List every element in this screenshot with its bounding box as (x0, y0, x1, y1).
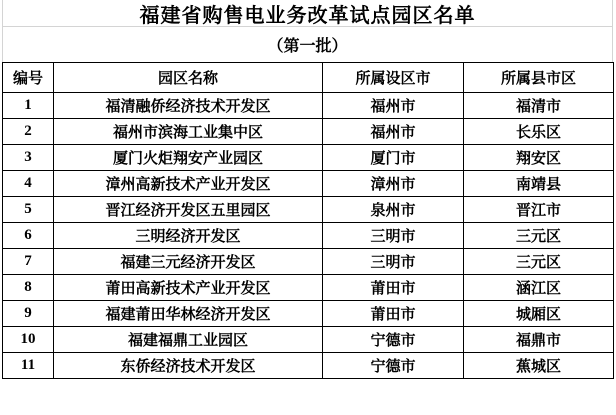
city-cell: 莆田市 (323, 275, 464, 301)
table-row (3, 223, 614, 249)
county-cell: 蕉城区 (464, 353, 614, 379)
park-name-cell: 晋江经济开发区五里园区 (54, 197, 323, 223)
table-row (3, 275, 614, 301)
city-cell: 宁德市 (323, 327, 464, 353)
table-row (3, 93, 614, 119)
park-name-cell: 三明经济开发区 (54, 223, 323, 249)
county-cell: 晋江市 (464, 197, 614, 223)
table-row (3, 171, 614, 197)
city-cell: 莆田市 (323, 301, 464, 327)
table-body (3, 93, 614, 379)
park-name-cell: 厦门火炬翔安产业园区 (54, 145, 323, 171)
county-cell: 涵江区 (464, 275, 614, 301)
park-name-cell: 福建福鼎工业园区 (54, 327, 323, 353)
page-subtitle: （第一批） (267, 38, 348, 55)
table-row (3, 353, 614, 379)
city-cell: 宁德市 (323, 353, 464, 379)
row-number-cell: 5 (3, 197, 54, 223)
park-name-cell: 福清融侨经济技术开发区 (54, 93, 323, 119)
city-cell: 泉州市 (323, 197, 464, 223)
table-row (3, 249, 614, 275)
table-row (3, 119, 614, 145)
row-number-cell: 7 (3, 249, 54, 275)
city-cell: 福州市 (323, 93, 464, 119)
county-cell: 三元区 (464, 223, 614, 249)
title-block (2, 0, 613, 62)
table-row (3, 327, 614, 353)
table-row (3, 145, 614, 171)
column-header-park-name: 园区名称 (54, 63, 323, 93)
city-cell: 三明市 (323, 249, 464, 275)
column-header-county: 所属县市区 (464, 63, 614, 93)
park-name-cell: 莆田高新技术产业开发区 (54, 275, 323, 301)
table-header-row (3, 63, 614, 93)
city-cell: 厦门市 (323, 145, 464, 171)
row-number-cell: 11 (3, 353, 54, 379)
row-number-cell: 6 (3, 223, 54, 249)
county-cell: 翔安区 (464, 145, 614, 171)
row-number-cell: 10 (3, 327, 54, 353)
park-name-cell: 东侨经济技术开发区 (54, 353, 323, 379)
row-number-cell: 1 (3, 93, 54, 119)
row-number-cell: 4 (3, 171, 54, 197)
park-name-cell: 漳州高新技术产业开发区 (54, 171, 323, 197)
county-cell: 福鼎市 (464, 327, 614, 353)
county-cell: 福清市 (464, 93, 614, 119)
parks-table (2, 62, 614, 379)
park-name-cell: 福州市滨海工业集中区 (54, 119, 323, 145)
city-cell: 三明市 (323, 223, 464, 249)
row-number-cell: 9 (3, 301, 54, 327)
row-number-cell: 2 (3, 119, 54, 145)
park-name-cell: 福建莆田华林经济开发区 (54, 301, 323, 327)
table-row (3, 197, 614, 223)
column-header-number: 编号 (3, 63, 54, 93)
park-name-cell: 福建三元经济开发区 (54, 249, 323, 275)
county-cell: 三元区 (464, 249, 614, 275)
row-number-cell: 3 (3, 145, 54, 171)
column-header-city: 所属设区市 (323, 63, 464, 93)
county-cell: 南靖县 (464, 171, 614, 197)
county-cell: 长乐区 (464, 119, 614, 145)
county-cell: 城厢区 (464, 301, 614, 327)
table-row (3, 301, 614, 327)
row-number-cell: 8 (3, 275, 54, 301)
city-cell: 漳州市 (323, 171, 464, 197)
page-title: 福建省购售电业务改革试点园区名单 (3, 0, 612, 27)
city-cell: 福州市 (323, 119, 464, 145)
